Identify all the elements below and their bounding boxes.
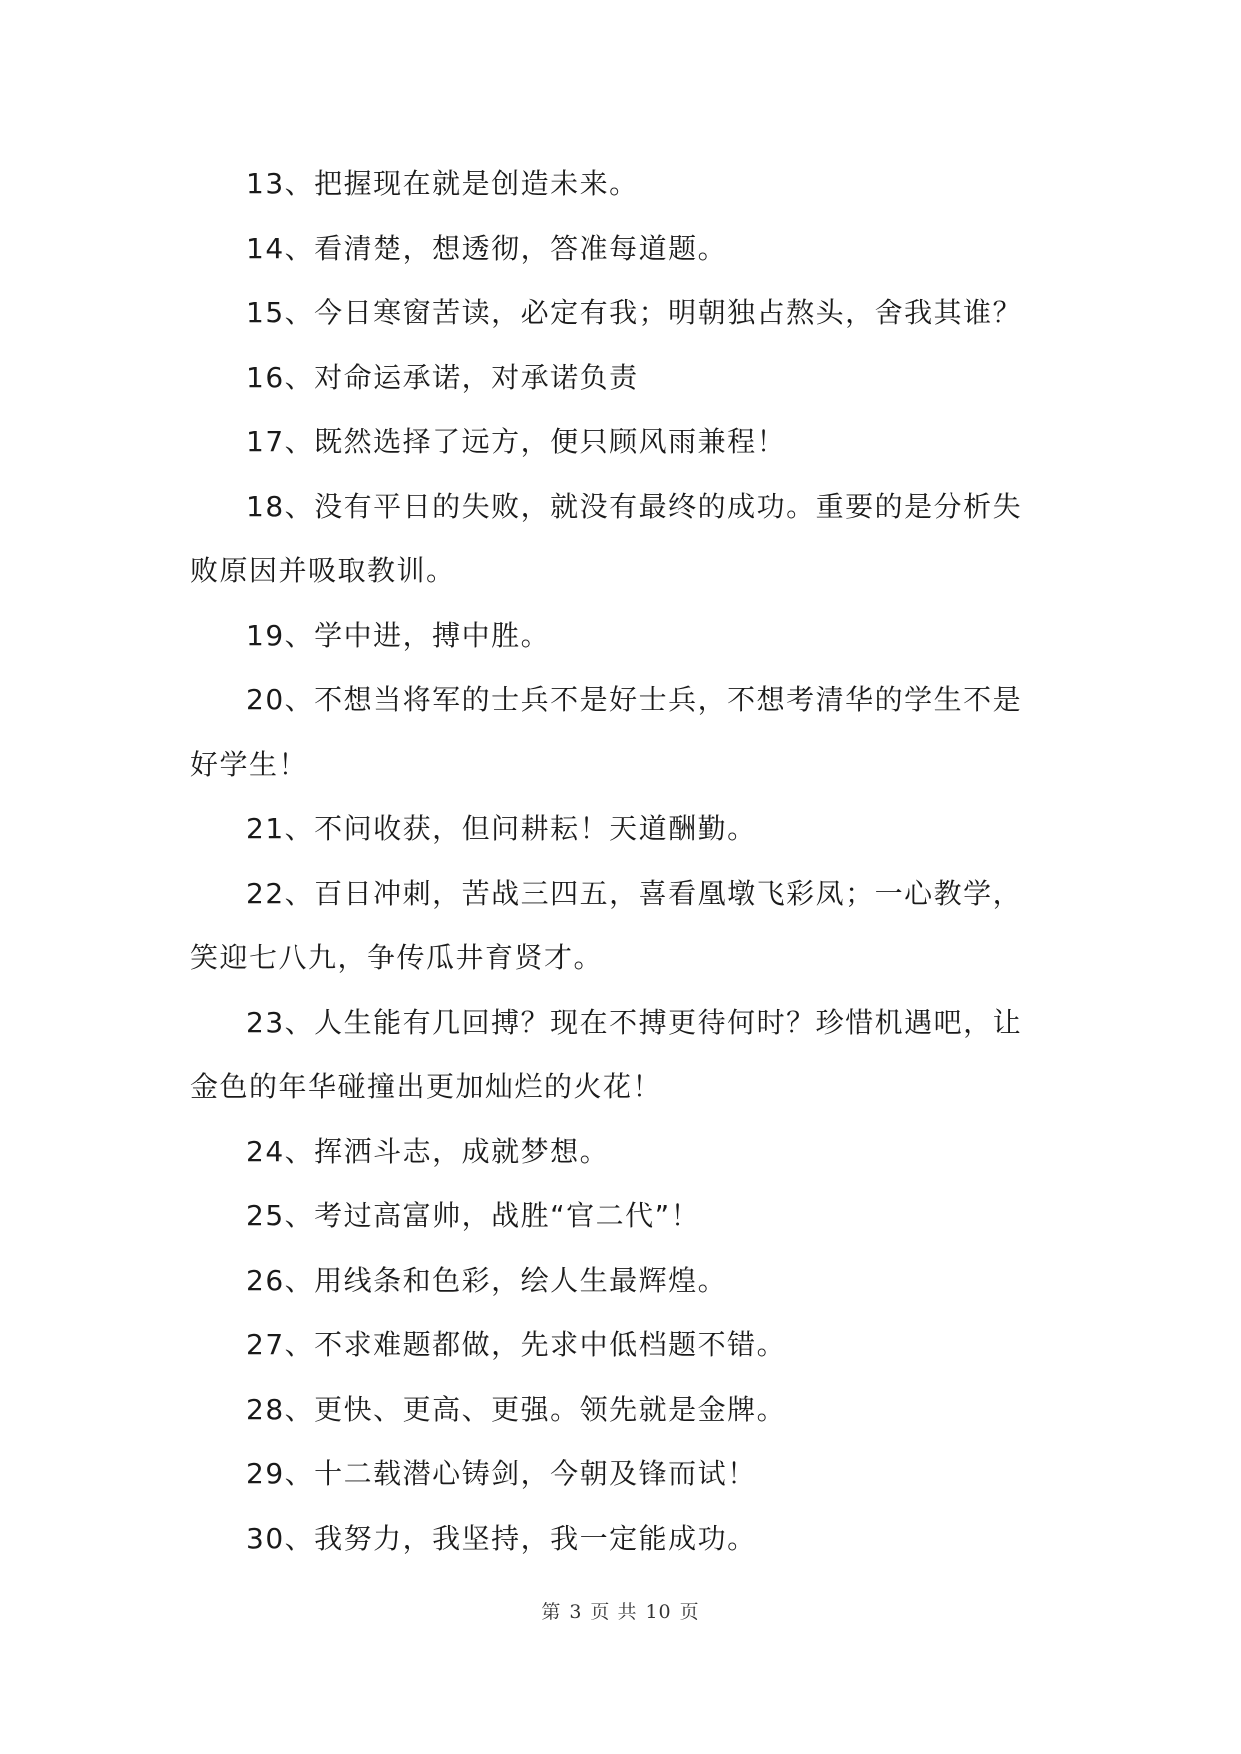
paragraph-21: 21、不问收获，但问耕耘！天道酬勤。: [246, 812, 757, 845]
paragraph-13: 13、把握现在就是创造未来。: [246, 167, 639, 200]
paragraph-22: 22、百日冲刺，苦战三四五，喜看凰墩飞彩凤；一心教学，笑迎七八九，争传瓜井育贤才。: [190, 876, 1023, 974]
paragraph-18: 18、没有平日的失败，就没有最终的成功。重要的是分析失败原因并吸取教训。: [190, 489, 1023, 587]
paragraph-17: 17、既然选择了远方，便只顾风雨兼程！: [246, 425, 787, 458]
footer-suffix: 页: [679, 1601, 700, 1623]
paragraph-16: 16、对命运承诺，对承诺负责: [246, 360, 639, 394]
footer-prefix: 第: [541, 1601, 562, 1623]
footer-middle: 页 共: [590, 1601, 638, 1623]
footer-total-pages: 10: [645, 1601, 672, 1623]
paragraph-14: 14、看清楚，想透彻，答准每道题。: [246, 231, 728, 265]
paragraph-28: 28、更快、更高、更强。领先就是金牌。: [246, 1392, 787, 1426]
document-body: [190, 152, 1050, 1571]
paragraph-15: 15、今日寒窗苦读，必定有我；明朝独占熬头，舍我其谁？: [246, 296, 1023, 329]
paragraph-26: 26、用线条和色彩，绘人生最辉煌。: [246, 1263, 728, 1297]
page-footer: [0, 1597, 1241, 1624]
paragraph-25: 25、考过高富帅，战胜“官二代”！: [246, 1199, 701, 1232]
paragraph-23: 23、人生能有几回搏？现在不搏更待何时？珍惜机遇吧，让金色的年华碰撞出更加灿烂的火花！: [190, 1005, 1023, 1103]
paragraph-24: 24、挥洒斗志，成就梦想。: [246, 1134, 610, 1168]
paragraph-29: 29、十二载潜心铸剑，今朝及锋而试！: [246, 1457, 757, 1490]
paragraph-27: 27、不求难题都做，先求中低档题不错。: [246, 1328, 787, 1361]
footer-current-page: 3: [569, 1601, 583, 1623]
paragraph-20: 20、不想当将军的士兵不是好士兵，不想考清华的学生不是好学生！: [190, 683, 1023, 781]
paragraph-30: 30、我努力，我坚持，我一定能成功。: [246, 1521, 757, 1555]
paragraph-19: 19、学中进，搏中胜。: [246, 618, 551, 652]
